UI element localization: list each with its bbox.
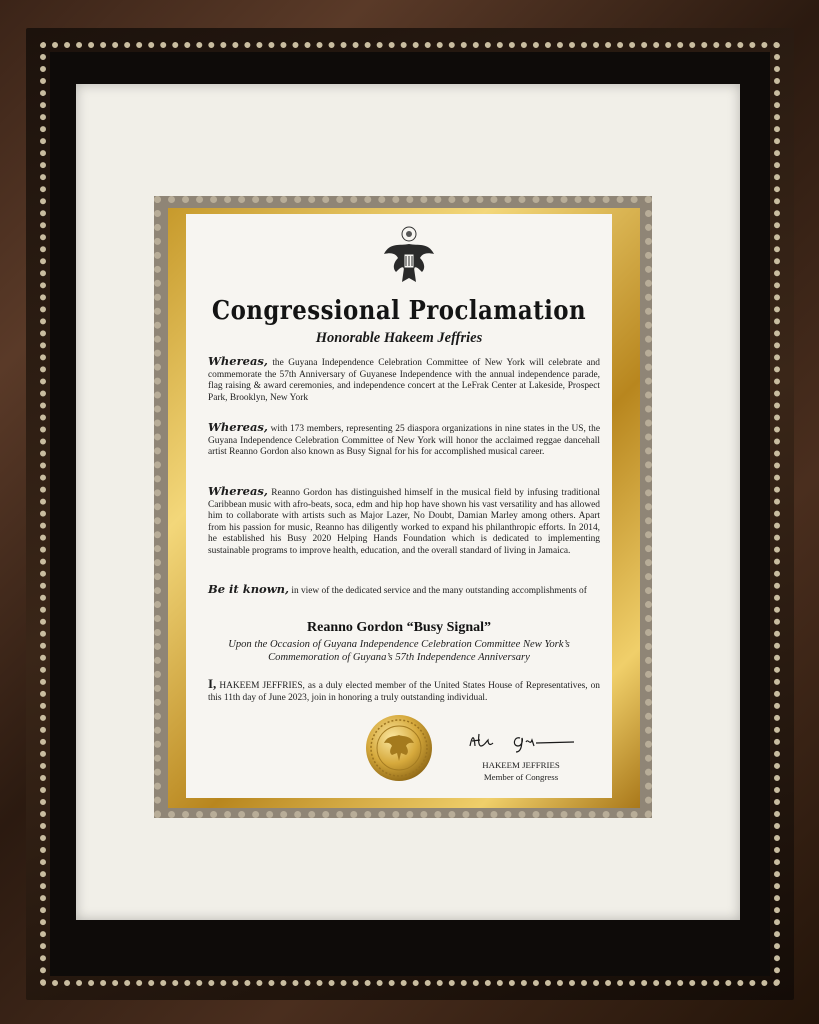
paragraph-text: Reanno Gordon has distinguished himself in the musical field by infusing traditional Caribbean music with afro-beats, soca, edm and hip hop have shown his vast versatility and has allowed him to collaborate with artists such as Major Lazer, No Doubt, Damian Marley among others. Apart from his passion for music, Reanno has diligently worked to expand his philanthropic efforts. In 2014, he established his Busy 2020 Helping Hands Foundation which is dedicated to implementing sustainable programs to improve health, education, and the overall standard of living in Jamaica. — [208, 488, 600, 556]
proclamation-subtitle: Honorable Hakeem Jeffries — [315, 330, 483, 346]
paragraph-whereas-1 — [208, 356, 600, 404]
closing-paragraph — [208, 678, 600, 704]
proclamation-title: Congressional Proclamation — [211, 296, 587, 326]
signature-icon — [466, 728, 578, 754]
eagle-seal-icon — [382, 224, 436, 288]
paragraph-text: with 173 members, representing 25 diaspora organizations in nine states in the US, the Guyana Independence Celebration Committee of New York will honor the acclaimed reggae dancehall artist Reanno Gordon also known as Busy Signal for his for accomplished musical career. — [208, 424, 600, 458]
closing-lead: I, — [208, 676, 217, 691]
paragraph-lead: Whereas, — [208, 354, 268, 368]
paragraph-text: in view of the dedicated service and the many outstanding accomplishments of — [289, 586, 587, 596]
paragraph-whereas-2 — [208, 422, 600, 459]
closing-text: HAKEEM JEFFRIES, as a duly elected member of the United States House of Representatives, on this 11th day of June 2023, join in honoring a truly outstanding individual. — [208, 681, 600, 703]
paragraph-be-it-known — [208, 584, 600, 598]
honoree-name: Reanno Gordon “Busy Signal” — [307, 620, 491, 635]
paragraph-lead: Whereas, — [208, 420, 268, 434]
paragraph-lead: Be it known, — [208, 582, 289, 596]
paragraph-whereas-3 — [208, 486, 600, 558]
paragraph-lead: Whereas, — [208, 484, 268, 498]
gold-seal-icon — [364, 713, 434, 783]
signer-name: HAKEEM JEFFRIES — [482, 760, 560, 770]
occasion-text: Upon the Occasion of Guyana Independence Celebration Committee New York’s Commemoration of Guyana’s 57th Independence Anniversary — [228, 639, 570, 663]
paragraph-text: the Guyana Independence Celebration Committee of New York will celebrate and commemorate the 57th Anniversary of Guyanese Independence with the annual independence parade, flag raising & award ceremonies, and independence concert at the LeFrak Center at Lakeside, Prospect Park, Brooklyn, New York — [208, 358, 600, 403]
signer-title: Member of Congress — [483, 772, 559, 782]
